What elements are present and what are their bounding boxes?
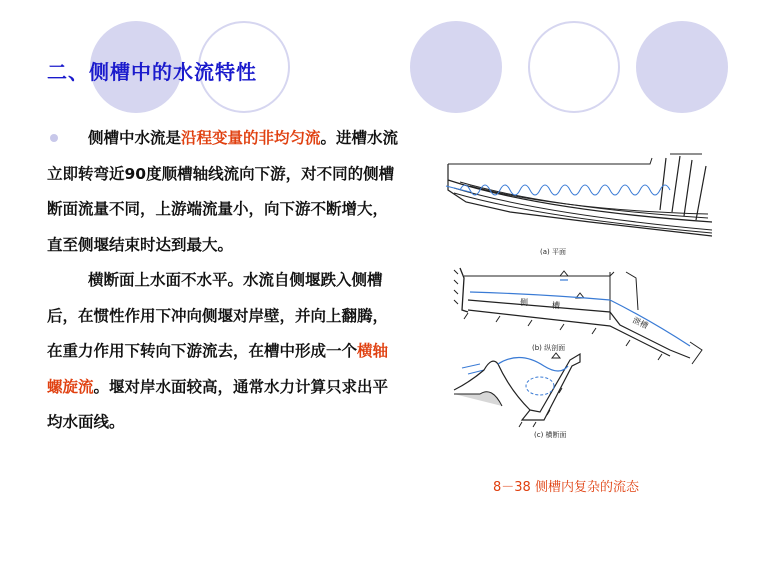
profile-view-diagram — [454, 268, 702, 364]
paragraph-2-highlight: 横轴螺旋流 — [47, 342, 389, 396]
figure-text-side: 侧 — [520, 298, 528, 307]
paragraph-2-before: 横断面上水面不水平。水流自侧堰跌入侧槽后，在惯性作用下冲向侧堰对岸壁，并向上翻腾，在重力作用下转向下游流去，在槽中形成一个 — [47, 271, 389, 360]
figure-label-b: (b) 纵剖面 — [532, 344, 566, 352]
decor-circle-4 — [528, 21, 620, 113]
paragraph-1-highlight: 沿程变量的非均匀流 — [181, 129, 321, 147]
figure-label-c: (c) 横断面 — [534, 431, 567, 439]
decor-circle-3 — [410, 21, 502, 113]
paragraph-2 — [47, 263, 399, 441]
slide-title: 二、侧槽中的水流特性 — [47, 60, 257, 84]
paragraph-1-after: 。进槽水流立即转弯近90度顺槽轴线流向下游，对不同的侧槽断面流量不同，上游端流量小，向下游不断增大，直至侧堰结束时达到最大。 — [47, 129, 399, 254]
figure-text-channel: 槽 — [552, 301, 560, 310]
decor-circle-5 — [636, 21, 728, 113]
plan-view-diagram — [446, 154, 712, 236]
paragraph-2-after: 。堰对岸水面较高，通常水力计算只求出平均水面线。 — [47, 377, 389, 431]
cross-section-diagram — [454, 353, 580, 427]
paragraph-1 — [47, 121, 399, 263]
figure-text-chute: 泄槽 — [631, 315, 650, 331]
side-channel-flow-figure — [440, 150, 730, 440]
paragraph-1-before: 侧槽中水流是 — [88, 129, 182, 147]
figure-label-a: (a) 平面 — [540, 248, 566, 256]
figure-caption: 8－38 侧槽内复杂的流态 — [493, 480, 639, 495]
